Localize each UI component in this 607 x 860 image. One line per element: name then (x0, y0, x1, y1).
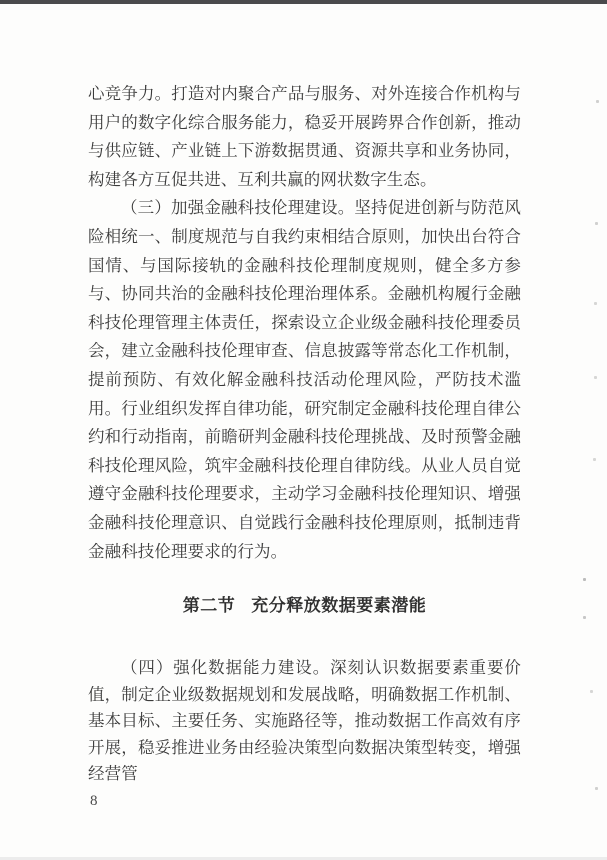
document-page (88, 80, 521, 788)
scan-speck (583, 616, 586, 619)
scan-speck (583, 578, 586, 581)
section-heading-label: 第二节 (182, 596, 236, 616)
scan-speck (595, 787, 598, 790)
section-heading-title: 充分释放数据要素潜能 (251, 596, 427, 616)
scan-speck (596, 100, 599, 103)
scan-speck (594, 302, 597, 305)
section-heading (88, 594, 521, 618)
scan-speck (595, 222, 598, 225)
scan-speck (594, 376, 597, 379)
paragraph-item-3: （三）加强金融科技伦理建设。坚持促进创新与防范风险相统一、制度规范与自我约束相结合原则，加快出台符合国情、与国际接轨的金融科技伦理制度规则，健全多方参与、协同共治的金融科技伦理治理体系。金融机构履行金融科技伦理管理主体责任，探索设立企业级金融科技伦理委员会，建立金融科技伦理审查、信息披露等常态化工作机制，提前预防、有效化解金融科技活动伦理风险，严防技术滥用。行业组织发挥自律功能，研究制定金融科技伦理自律公约和行动指南，前瞻研判金融科技伦理挑战、及时预警金融科技伦理风险，筑牢金融科技伦理自律防线。从业人员自觉遵守金融科技伦理要求，主动学习金融科技伦理知识、增强金融科技伦理意识、自觉践行金融科技伦理原则，抵制违背金融科技伦理要求的行为。 (88, 198, 521, 561)
paragraph-item-4: （四）强化数据能力建设。深刻认识数据要素重要价值，制定企业级数据规划和发展战略，明确数据工作机制、基本目标、主要任务、实施路径等，推动数据工作高效有序开展，稳妥推进业务由经验决策型向数据决策型转变，增强经营管 (88, 658, 521, 784)
page-number: 8 (90, 793, 98, 809)
scan-speck (590, 690, 593, 693)
scan-speck (593, 458, 596, 461)
scan-top-edge-bar (0, 0, 607, 4)
paragraph-continuation: 心竞争力。打造对内聚合产品与服务、对外连接合作机构与用户的数字化综合服务能力，稳妥开展跨界合作创新，推动与供应链、产业链上下游数据贯通、资源共享和业务协同，构建各方互促共进、互利共赢的网状数字生态。 (88, 84, 521, 189)
